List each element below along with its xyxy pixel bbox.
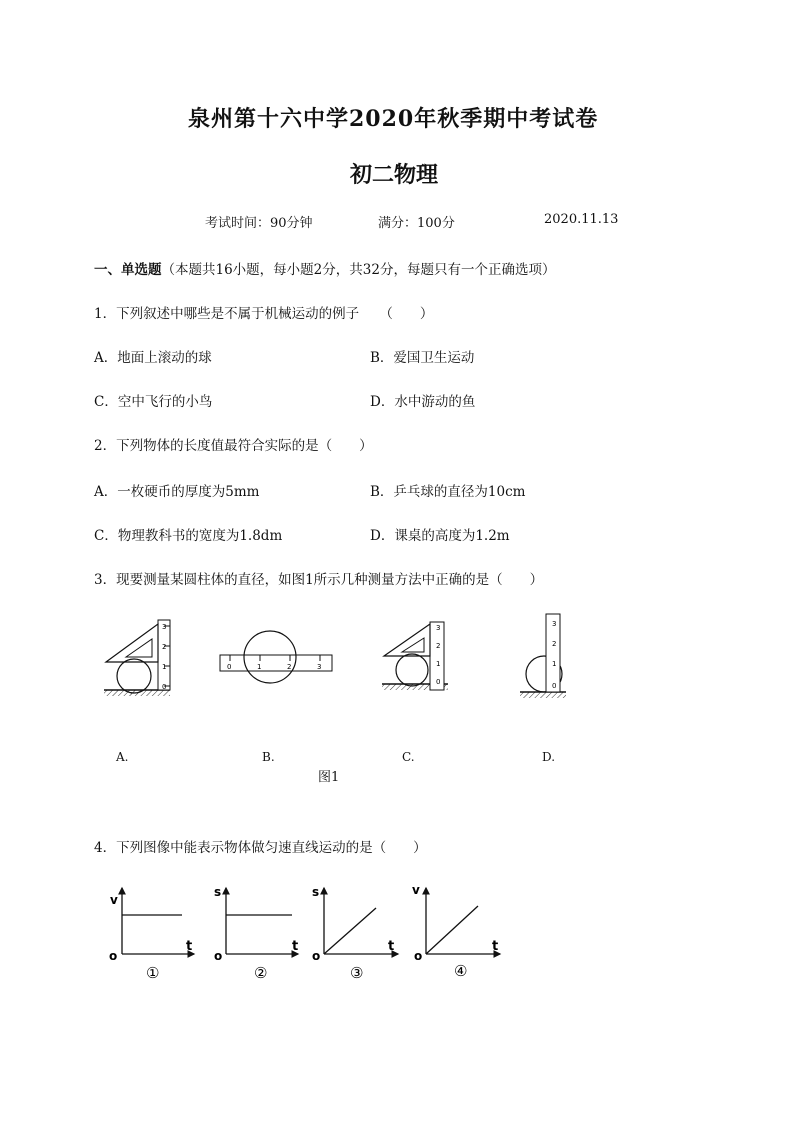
section-title: 一、单选题 [94, 262, 162, 278]
question-1-option-d: D．水中游动的鱼 [370, 394, 476, 410]
exam-date: 2020.11.13 [544, 212, 619, 227]
graph-2-origin: o [214, 949, 223, 963]
figure-b-tick-0: 0 [227, 663, 232, 671]
figure-d-diagram [520, 614, 566, 698]
figure-c-tick-2: 2 [436, 642, 441, 650]
graph-4-number: ④ [454, 962, 468, 980]
figure-a-tick-2: 2 [162, 643, 167, 651]
figure-b-tick-2: 2 [287, 663, 292, 671]
graph-4-origin: o [414, 949, 423, 963]
exam-time: 考试时间：90分钟 [205, 216, 313, 231]
question-1-option-a: A．地面上滚动的球 [94, 350, 212, 366]
figure-c-tick-0: 0 [436, 678, 441, 686]
section-instructions: （本题共16小题，每小题2分，共32分，每题只有一个正确选项） [161, 262, 556, 278]
question-2-stem: 2．下列物体的长度值最符合实际的是（ ） [94, 438, 373, 454]
full-score: 满分：100分 [378, 216, 455, 231]
figure-c-diagram [382, 622, 448, 690]
graph-4-x-label: t [492, 939, 499, 954]
question-1-option-b: B．爱国卫生运动 [370, 350, 475, 366]
figure-label-d: D. [542, 750, 556, 764]
motion-graphs [102, 878, 512, 988]
graph-1-number: ① [146, 964, 160, 982]
question-2-option-b: B．乒乓球的直径为10cm [370, 484, 526, 500]
figure-1-caption: 图1 [318, 770, 340, 785]
graph-3-number: ③ [350, 964, 364, 982]
graph-2 [214, 885, 298, 982]
figure-b-diagram [220, 631, 332, 683]
figure-d-tick-0: 0 [552, 682, 557, 690]
figure-d-tick-1: 1 [552, 660, 557, 668]
figure-a-tick-1: 1 [162, 663, 167, 671]
figure-label-b: B. [262, 750, 275, 764]
figure-d-tick-3: 3 [552, 620, 557, 628]
graph-1-y-label: v [110, 893, 118, 907]
graph-2-y-label: s [214, 885, 222, 899]
exam-title: 泉州第十六中学2020年秋季期中考试卷 [188, 106, 599, 132]
figure-b-tick-1: 1 [257, 663, 262, 671]
graph-2-x-label: t [292, 939, 299, 954]
section-heading [94, 258, 555, 278]
figure-a-diagram [104, 620, 170, 696]
graph-1-x-label: t [186, 939, 193, 954]
question-2-option-a: A．一枚硬币的厚度为5mm [94, 484, 260, 500]
question-1-option-c: C．空中飞行的小鸟 [94, 394, 213, 410]
graph-2-number: ② [254, 964, 268, 982]
exam-subject: 初二物理 [350, 162, 439, 188]
graph-4-y-label: v [412, 883, 420, 897]
graph-1-origin: o [109, 949, 118, 963]
figure-d-tick-2: 2 [552, 640, 557, 648]
graph-3-x-label: t [388, 939, 395, 954]
question-2-option-c: C．物理教科书的宽度为1.8dm [94, 528, 283, 544]
graph-1 [109, 888, 194, 982]
graph-3-origin: o [312, 949, 321, 963]
figure-label-c: C. [402, 750, 415, 764]
figure-a-tick-0: 0 [162, 683, 167, 691]
graph-4 [412, 883, 500, 980]
question-4-stem: 4．下列图像中能表示物体做匀速直线运动的是（ ） [94, 840, 427, 856]
question-1-stem: 1．下列叙述中哪些是不属于机械运动的例子 （ ） [94, 306, 434, 322]
question-3-stem: 3．现要测量某圆柱体的直径，如图1所示几种测量方法中正确的是（ ） [94, 572, 544, 588]
figure-c-tick-1: 1 [436, 660, 441, 668]
figure-1-measurements [100, 612, 580, 712]
figure-label-a: A. [116, 750, 129, 764]
figure-c-tick-3: 3 [436, 624, 441, 632]
figure-a-tick-3: 3 [162, 623, 167, 631]
graph-3 [312, 885, 398, 982]
question-2-option-d: D．课桌的高度为1.2m [370, 528, 510, 544]
graph-3-y-label: s [312, 885, 320, 899]
figure-b-tick-3: 3 [317, 663, 322, 671]
